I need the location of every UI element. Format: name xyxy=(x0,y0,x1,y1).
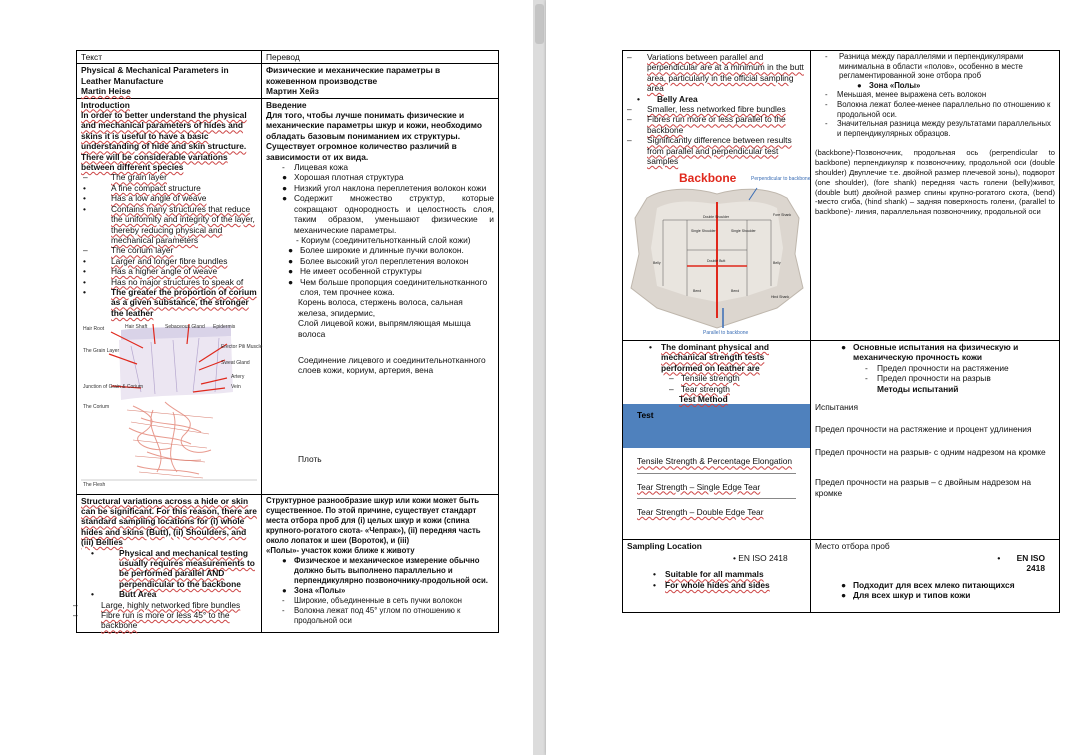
list-item: • Suitable for all mammals xyxy=(653,569,764,580)
variations-ru-cell[interactable] xyxy=(811,51,1060,341)
fig-label-flesh: The Flesh xyxy=(83,482,106,489)
author-en: Martin Heise xyxy=(81,86,131,97)
list-item: • A fine compact structure xyxy=(83,182,201,193)
fig-label-artery: Artery xyxy=(231,374,245,381)
variations-row xyxy=(623,51,1060,341)
list-item: • Contains many structures that reduce the uniformity and integrity of the layer, thereby reducing physical and mechanical parameters xyxy=(83,203,255,245)
tests-header-ru: Испытания xyxy=(815,401,858,412)
list-item: • Has a higher angle of weave xyxy=(83,266,218,277)
title-en-line: Leather Manufacture xyxy=(81,75,164,86)
fig-label-corium: The Corium xyxy=(83,404,110,411)
list-item: – Fibres run more or less parallel to the backbone xyxy=(627,114,786,135)
list-item: – Tear strength xyxy=(669,383,730,394)
corium-ru: - Кориум (соединительнотканный слой кожи) xyxy=(296,234,471,245)
document-page-left xyxy=(0,0,533,755)
intro-en-cell[interactable] xyxy=(77,98,262,494)
structural-para-ru: Структурное разнообразие шкур или кожи может быть существенное. По этой причине, существует стандарт места отбора проб для (i) целых шкур и кожи (спина крупного-рогатого скота- «Чепрак»), (ii) передняя часть около лопаток и шеи (Вороток), и (iii) xyxy=(266,495,481,545)
title-en-cell[interactable] xyxy=(77,64,262,98)
list-item: ● Более высокий угол переплетения волокон xyxy=(288,255,469,266)
test-row-ru: Предел прочности на разрыв- с одним надрезом на кромке xyxy=(815,446,1046,457)
diagram-single-shoulder: Single Shoulder xyxy=(691,229,716,234)
skin-structure-figure xyxy=(81,322,263,490)
list-item: ● Зона «Полы» xyxy=(857,80,921,90)
tests-header-text: Test xyxy=(637,410,654,421)
scrollbar-thumb[interactable] xyxy=(535,4,544,44)
list-item: – Large, highly networked fibre bundles xyxy=(73,599,241,610)
diagram-translation: (backbone)-Позвоночник, продольная ось (perpendicular to backbone) перпендикуляр к позвоночнику, продольной оси (double shoulder) Двуплечие т.е. двойной размер плечевой зоны), подворот (one shoulder), (fore shank) передняя часть голени (belly)живот, (double butt) двойной размер спины крупно-рогатого скота, (bend) -место сгиба, (hind shank) – задняя поверхность голени, (parallel to backbone)- линия, параллельная позвоночнику, продольной оси xyxy=(815,148,1055,217)
sampling-label-en: Sampling Location xyxy=(627,540,702,551)
list-item: - Широкие, объединенные в сеть пучки волокон xyxy=(282,595,462,605)
flesh-ru: Плоть xyxy=(298,453,322,464)
list-item: - Меньшая, менее выражена сеть волокон xyxy=(825,90,987,100)
fig-label-grain: The Grain Layer xyxy=(83,348,120,355)
fig-label-epidermis: Epidermis xyxy=(213,324,236,331)
list-item: • Belly Area xyxy=(637,93,698,104)
list-item: - Предел прочности на разрыв xyxy=(865,373,991,384)
list-item: ● Низкий угол наклона переплетения волокон кожи xyxy=(282,182,487,193)
author-ru: Мартин Хейз xyxy=(266,86,319,97)
list-item: – Significantly difference between results from parallel and perpendicular test samples xyxy=(627,135,792,167)
structural-para2-ru: «Полы»- участок кожи ближе к животу xyxy=(266,545,415,555)
list-item: ● Не имеет особенной структуры xyxy=(288,266,422,277)
structural-ru-cell[interactable] xyxy=(262,494,499,632)
fig-label-junction: Junction of Grain & Corium xyxy=(83,384,144,391)
test-row-en: Tear Strength – Single Edge Tear xyxy=(637,481,761,492)
diagram-parallel: Parallel to backbone xyxy=(703,330,749,337)
structural-list-ru xyxy=(266,556,494,626)
title-row xyxy=(77,64,499,98)
translation-table-left xyxy=(73,50,499,633)
list-item: ● Зона «Полы» xyxy=(282,585,346,595)
diagram-double-butt: Double Butt xyxy=(707,259,726,264)
intro-text-en: In order to better understand the physical and mechanical parameters of hides and skins it is useful to have a basic understanding of hide and skin structure. There will be considerable variations between different species xyxy=(81,110,247,173)
list-item: • Physical and mechanical testing usually requires measurements to be performed parallel AND perpendicular to the backbone xyxy=(91,547,255,589)
list-item: ● Хорошая плотная структура xyxy=(282,172,404,183)
intro-text-ru: Для того, чтобы лучше понимать физические и механические параметры шкур и кожи, необходимо обладать базовым пониманием их структуры. xyxy=(266,110,482,141)
test-method-en: Test Method xyxy=(679,393,728,404)
figure-translation: Корень волоса, стержень волоса, сальная железа, эпидермис, Слой лицевой кожи, выпрямляющая мышца волоса Соединение лицевого и соединительнотканного слоев кожи, кориум, артерия, вена Плоть xyxy=(266,297,494,464)
diagram-hind-shank: Hind Shank xyxy=(771,295,790,300)
sampling-label-ru: Место отбора проб xyxy=(815,540,890,551)
intro-heading-ru: Введение xyxy=(266,99,307,110)
diagram-fore-shank: Fore Shank xyxy=(773,213,792,218)
test-row-ru: Предел прочности на разрыв – с двойным надрезом на кромке xyxy=(815,477,1031,498)
fig-label-sweat: Sweat Gland xyxy=(221,360,250,367)
list-item: - Разница между параллелями и перпендикулярами минимальна в области «полов», особенно в месте регламентированной зоне отбора проб xyxy=(825,52,1024,81)
structure-list-en xyxy=(81,172,257,318)
diagram-single-shoulder-2: Single Shoulder xyxy=(731,229,756,234)
sampling-standard-en: • EN ISO 2418 xyxy=(733,552,788,563)
diagram-belly-2: Belly xyxy=(773,261,781,266)
tests-intro-en-cell[interactable] xyxy=(623,340,811,539)
list-item: - Значительная разница между результатами параллельных и перпендикулярных образцов. xyxy=(825,119,1051,138)
list-item: • The greater the proportion of corium as a given substance, the stronger the leather xyxy=(83,286,257,318)
structural-list-en xyxy=(73,547,257,631)
header-row xyxy=(77,51,499,64)
header-translation-cell[interactable] xyxy=(262,51,499,64)
sampling-en-cell[interactable] xyxy=(623,539,811,612)
title-ru-cell[interactable] xyxy=(262,64,499,98)
header-translation: Перевод xyxy=(266,52,300,62)
structural-row xyxy=(77,494,499,632)
variations-en-cell[interactable] xyxy=(623,51,811,341)
title-en-line: Physical & Mechanical Parameters in xyxy=(81,65,229,76)
sampling-row xyxy=(623,539,1060,612)
diagram-bend: Bend xyxy=(693,289,702,294)
list-item: – The corium layer xyxy=(83,245,174,256)
intro-row xyxy=(77,98,499,494)
diagram-title: Backbone xyxy=(679,171,737,186)
list-item: ● Более широкие и длинные пучки волокон. xyxy=(288,245,464,256)
diagram-double-shoulder: Double Shoulder xyxy=(703,215,730,220)
list-item: - Волокна лежат более-менее параллельно по отношению к продольной оси. xyxy=(825,99,1051,119)
list-item: - Волокна лежат под 45° углом по отношению к продольной оси xyxy=(282,605,461,625)
vertical-scrollbar[interactable] xyxy=(533,0,546,755)
sampling-standard-ru: • EN ISO 2418 xyxy=(997,552,1045,574)
intro-ru-cell[interactable] xyxy=(262,98,499,494)
header-text: Текст xyxy=(81,52,103,62)
test-method-ru: Методы испытаний xyxy=(877,383,959,394)
list-item: • For whole hides and sides xyxy=(653,579,770,590)
corium-list-ru xyxy=(266,245,494,297)
list-item: – Smaller, less networked fibre bundles xyxy=(627,104,786,115)
list-item: • Butt Area xyxy=(91,589,157,600)
test-row-en: Tear Strength – Double Edge Tear xyxy=(637,507,764,518)
structure-list-ru xyxy=(266,162,494,235)
list-item: • Has no major structures to speak of xyxy=(83,276,244,287)
list-item: – Fibre run is more or less 45° to the backbone xyxy=(73,610,230,631)
list-item: – The grain layer xyxy=(83,172,167,183)
list-item: • Has a low angle of weave xyxy=(83,193,207,204)
fig-label-hair-root: Hair Root xyxy=(83,326,105,333)
fig-label-vein: Vein xyxy=(231,384,241,391)
list-item: ● Для всех шкур и типов кожи xyxy=(841,590,971,601)
translation-table-right xyxy=(622,50,1060,613)
title-ru-line: Физические и механические параметры в xyxy=(266,65,441,76)
fig-label-hair-shaft: Hair Shaft xyxy=(125,324,148,331)
variations-list-ru xyxy=(815,52,1055,138)
intro-heading-en: Introduction xyxy=(81,99,130,110)
structural-en-cell[interactable] xyxy=(73,494,262,632)
intro-text2-ru: Существует огромное количество различий в зависимости от их вида. xyxy=(266,141,457,162)
list-item: • Larger and longer fibre bundles xyxy=(83,255,228,266)
test-row-en: Tensile Strength & Percentage Elongation xyxy=(637,456,793,467)
backbone-diagram xyxy=(627,168,811,337)
list-item: – Variations between parallel and perpendicular are at a minimum in the butt area, particularly in the official sampling area xyxy=(627,52,804,94)
title-ru-line: кожевенном производстве xyxy=(266,75,378,86)
fig-label-erector: Erector Pili Muscle xyxy=(221,344,263,351)
list-item: ● Основные испытания на физическую и механическую прочность кожи xyxy=(841,341,1019,363)
list-item: ● Подходит для всех млеко питающихся xyxy=(841,579,1015,590)
tests-intro-row xyxy=(623,340,1060,539)
tests-header-en xyxy=(623,404,810,448)
list-item: ● Физическое и механическое измерение обычно должно быть выполнено параллельно и перпендикулярно позвоночнику-продольной оси. xyxy=(282,555,488,585)
diagram-perpendicular: Perpendicular to backbone xyxy=(751,176,811,183)
list-item: ● Чем больше пропорция соединительнотканного слоя, тем прочнее кожа. xyxy=(288,276,488,297)
sampling-ru-cell[interactable] xyxy=(811,539,1060,612)
diagram-belly: Belly xyxy=(653,261,661,266)
header-text-cell[interactable] xyxy=(77,51,262,64)
structural-para-en: Structural variations across a hide or skin can be significant. For this reason, there are standard sampling locations for (i) whole hides and skins (Butt), (ii) Shoulders, and (iii) Bellies xyxy=(81,495,257,548)
tests-intro-ru-cell[interactable] xyxy=(811,340,1060,539)
variations-list-en xyxy=(627,52,806,166)
diagram-bend-2: Bend xyxy=(731,289,740,294)
list-item: - Лицевая кожа xyxy=(282,162,348,173)
list-item: ● Содержит множество структур, которые сокращают однородность и целостность слоя, таким образом, уменьшают физические и механические параметры. xyxy=(282,193,494,235)
test-row-ru: Предел прочности на растяжение и процент удлинения xyxy=(815,424,1032,435)
list-item: – Tensile strength xyxy=(669,373,740,384)
list-item: • The dominant physical and mechanical strength tests performed on leather are xyxy=(649,341,769,373)
fig-label-sebaceous: Sebaceous Gland xyxy=(165,324,205,331)
list-item: - Предел прочности на растяжение xyxy=(865,362,1009,373)
